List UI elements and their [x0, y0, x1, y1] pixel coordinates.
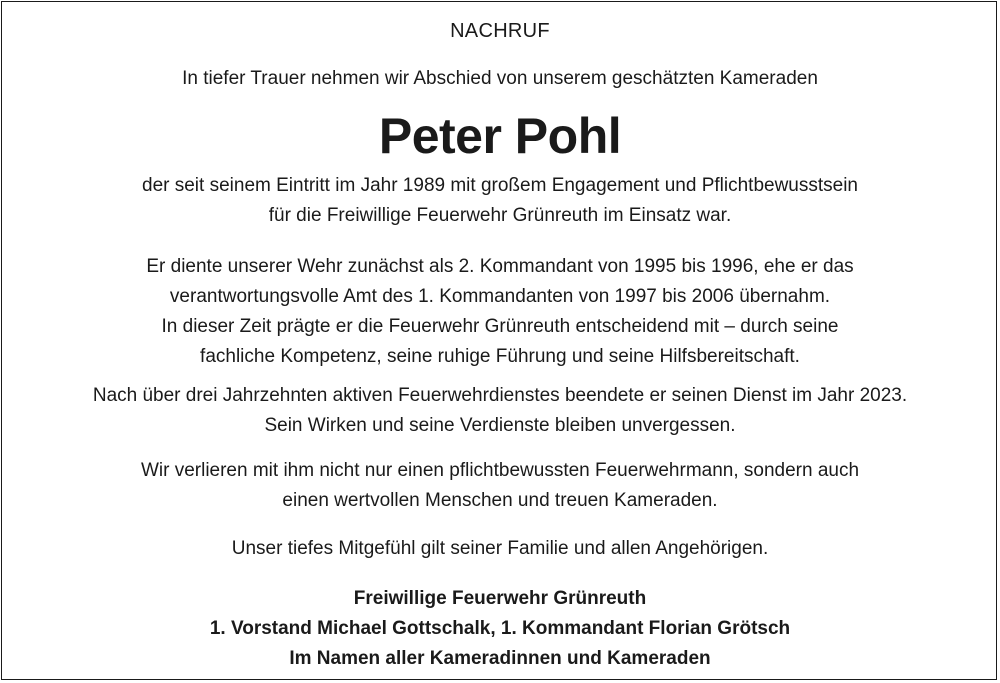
- paragraph-retirement: [0, 381, 1000, 441]
- paragraph-service: [0, 252, 1000, 372]
- paragraph-line: einen wertvollen Menschen und treuen Kameraden.: [282, 490, 718, 511]
- paragraph-line: Nach über drei Jahrzehnten aktiven Feuerwehrdienstes beendete er seinen Dienst im Jahr 2023.: [92, 385, 908, 406]
- intro-line: In tiefer Trauer nehmen wir Abschied von unserem geschätzten Kameraden: [182, 68, 818, 89]
- paragraph-condolence: [0, 534, 1000, 564]
- signature-block: [0, 584, 1000, 674]
- paragraph-line: Wir verlieren mit ihm nicht nur einen pflichtbewussten Feuerwehrmann, sondern auch: [140, 460, 860, 481]
- paragraph-line: der seit seinem Eintritt im Jahr 1989 mit großem Engagement und Pflichtbewusstsein: [142, 175, 858, 196]
- paragraph-membership: [0, 171, 1000, 231]
- paragraph-line: für die Freiwillige Feuerwehr Grünreuth im Einsatz war.: [268, 205, 732, 226]
- paragraph-line: fachliche Kompetenz, seine ruhige Führung und seine Hilfsbereitschaft.: [200, 346, 800, 367]
- paragraph-line: verantwortungsvolle Amt des 1. Kommandanten von 1997 bis 2006 übernahm.: [169, 286, 831, 307]
- paragraph-line: Er diente unserer Wehr zunächst als 2. Kommandant von 1995 bis 1996, ehe er das: [146, 256, 854, 277]
- paragraph-line: Sein Wirken und seine Verdienste bleiben unvergessen.: [264, 415, 736, 436]
- signature-on-behalf: Im Namen aller Kameradinnen und Kameraden: [289, 648, 711, 669]
- signature-organization: Freiwillige Feuerwehr Grünreuth: [353, 588, 647, 609]
- paragraph-loss: [0, 456, 1000, 516]
- intro-text: [0, 64, 1000, 94]
- paragraph-line: Unser tiefes Mitgefühl gilt seiner Familie und allen Angehörigen.: [231, 538, 769, 559]
- signature-leaders: 1. Vorstand Michael Gottschalk, 1. Kommandant Florian Grötsch: [209, 618, 791, 639]
- notice-heading: NACHRUF: [450, 20, 550, 42]
- deceased-name: Peter Pohl: [378, 108, 622, 164]
- paragraph-line: In dieser Zeit prägte er die Feuerwehr Grünreuth entscheidend mit – durch seine: [161, 316, 839, 337]
